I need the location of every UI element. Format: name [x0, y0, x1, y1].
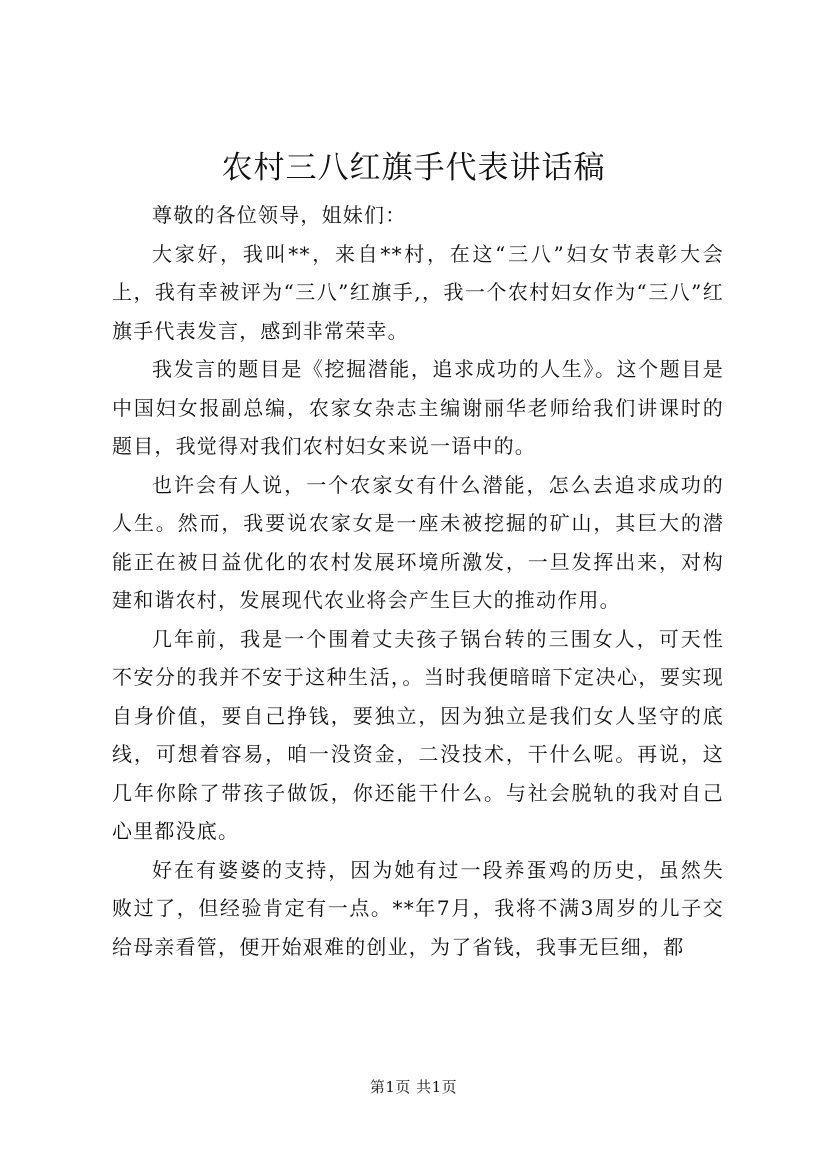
- document-title: 农村三八红旗手代表讲话稿: [221, 150, 606, 186]
- body-paragraph: 也许会有人说，一个农家女有什么潜能，怎么去追求成功的人生。然而，我要说农家女是一座未被挖掘的矿山，其巨大的潜能正在被日益优化的农村发展环境所激发，一旦发挥出来，对构建和谐农村，发展现代农业将会产生巨大的推动作用。: [112, 472, 724, 612]
- body-paragraph: 几年前，我是一个围着丈夫孩子锅台转的三围女人，可天性不安分的我并不安于这种生活，。当时我便暗暗下定决心，要实现自身价值，要自己挣钱，要独立，因为独立是我们女人坚守的底线，可想着容易，咱一没资金，二没技术，干什么呢。再说，这几年你除了带孩子做饭，你还能干什么。与社会脱轨的我对自己心里都没底。: [112, 626, 724, 843]
- body-paragraph: 好在有婆婆的支持，因为她有过一段养蛋鸡的历史，虽然失败过了，但经验肯定有一点。**年7月，我将不满3周岁的儿子交给母亲看管，便开始艰难的创业，为了省钱，我事无巨细，都: [112, 857, 724, 959]
- body-paragraph: 大家好，我叫**，来自**村，在这“三八”妇女节表彰大会上，我有幸被评为“三八”红旗手,，我一个农村妇女作为“三八”红旗手代表发言，感到非常荣幸。: [112, 241, 724, 343]
- page-number-footer: 第1页 共1页: [369, 1078, 458, 1096]
- body-paragraph: 我发言的题目是《挖掘潜能，追求成功的人生》。这个题目是中国妇女报副总编，农家女杂志主编谢丽华老师给我们讲课时的题目，我觉得对我们农村妇女来说一语中的。: [112, 357, 724, 458]
- salutation-paragraph: 尊敬的各位领导，姐妹们：: [152, 203, 407, 227]
- document-body: [112, 196, 724, 966]
